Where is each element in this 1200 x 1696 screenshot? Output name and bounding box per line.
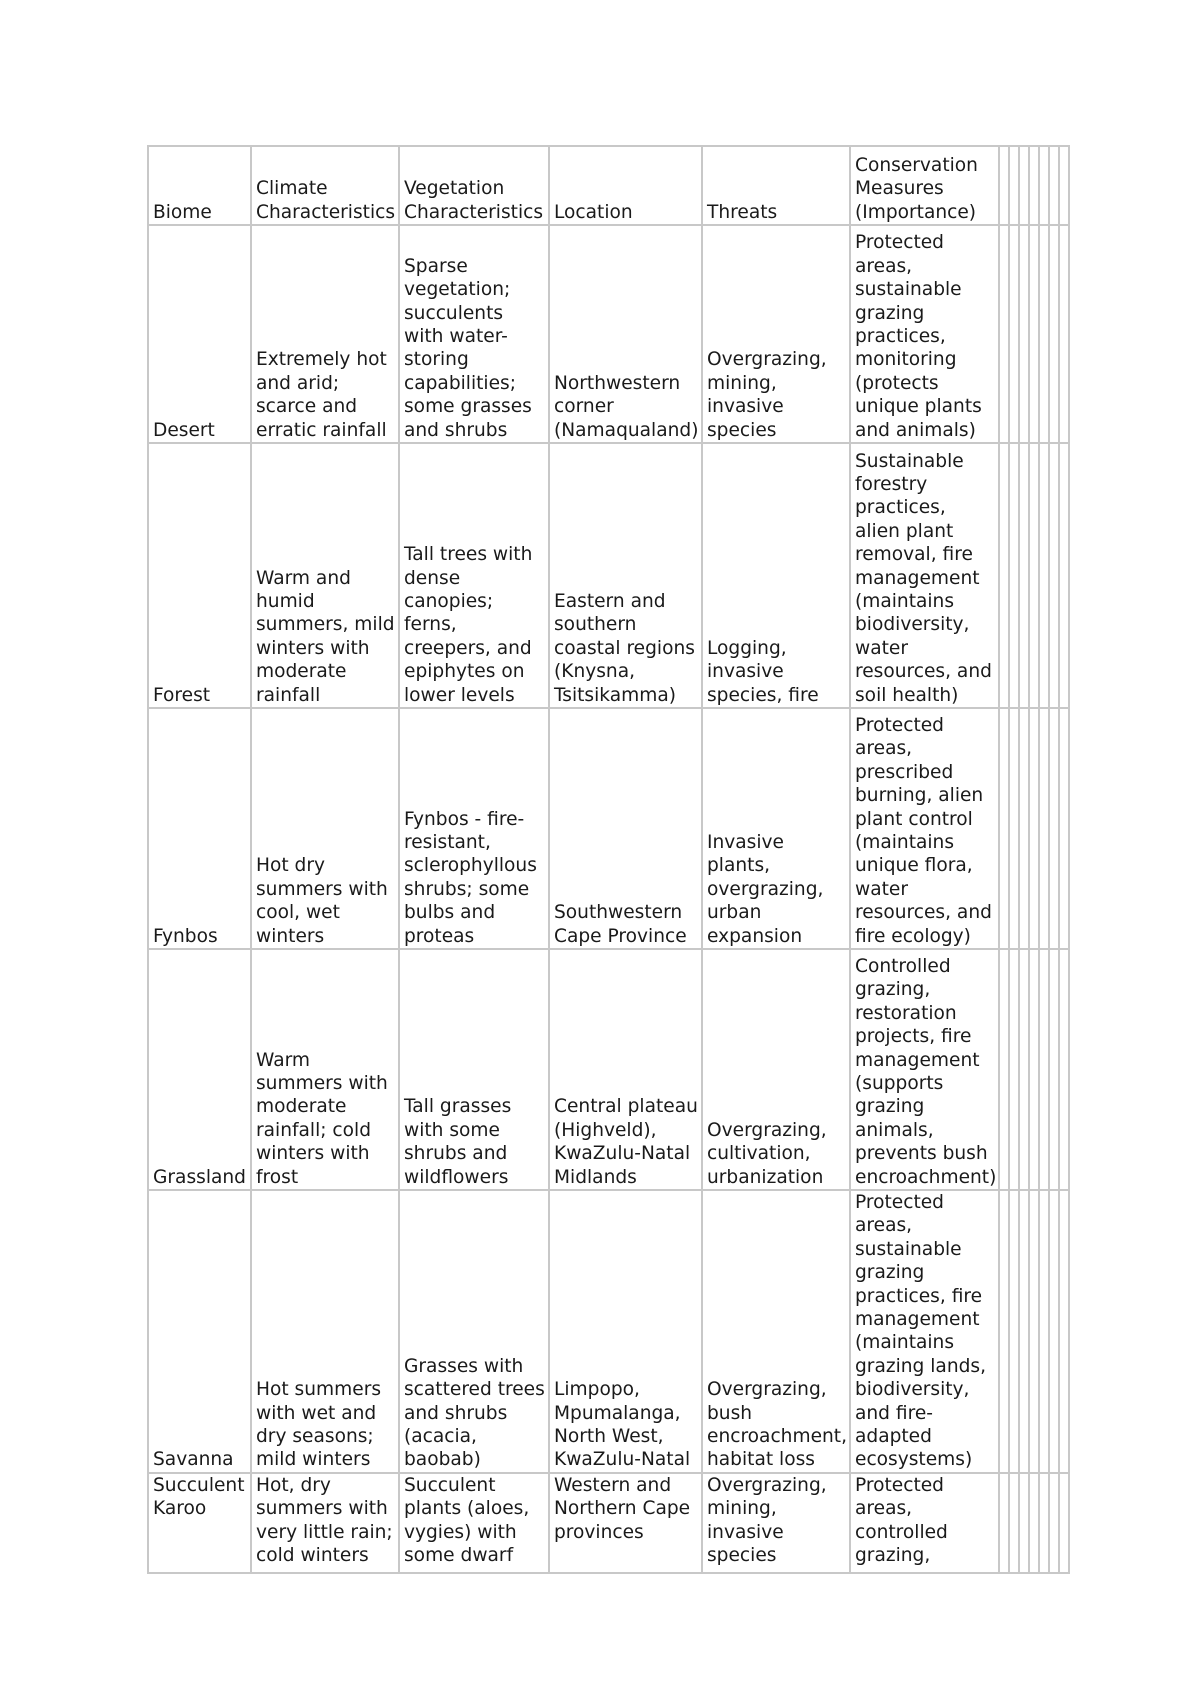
- empty-cell[interactable]: [1039, 1190, 1049, 1473]
- empty-cell[interactable]: [1019, 146, 1029, 225]
- empty-cell[interactable]: [1029, 225, 1039, 443]
- cell-vegetation[interactable]: Tall trees with dense canopies; ferns, creepers, and epiphytes on lower levels: [399, 443, 549, 708]
- empty-cell[interactable]: [1019, 443, 1029, 708]
- empty-cell[interactable]: [1009, 146, 1019, 225]
- cell-conservation[interactable]: Protected areas, sustainable grazing practices, monitoring (protects unique plants and animals): [850, 225, 999, 443]
- empty-cell[interactable]: [1019, 225, 1029, 443]
- empty-cell[interactable]: [1029, 443, 1039, 708]
- empty-cell[interactable]: [999, 1190, 1009, 1473]
- empty-cell[interactable]: [1029, 146, 1039, 225]
- cell-threats[interactable]: Invasive plants, overgrazing, urban expansion: [702, 708, 850, 949]
- empty-cell[interactable]: [1059, 225, 1069, 443]
- cell-threats[interactable]: Overgrazing, mining, invasive species: [702, 225, 850, 443]
- cell-threats[interactable]: Overgrazing, bush encroachment, habitat loss: [702, 1190, 850, 1473]
- empty-cell[interactable]: [1049, 1473, 1059, 1573]
- table-row: [148, 1190, 1069, 1473]
- cell-location[interactable]: Central plateau (Highveld), KwaZulu-Natal Midlands: [549, 949, 702, 1190]
- cell-vegetation[interactable]: Grasses with scattered trees and shrubs (acacia, baobab): [399, 1190, 549, 1473]
- header-conservation[interactable]: Conservation Measures (Importance): [850, 146, 999, 225]
- biome-table: [147, 145, 1070, 1574]
- header-climate[interactable]: Climate Characteristics: [251, 146, 399, 225]
- cell-conservation[interactable]: Protected areas, sustainable grazing practices, fire management (maintains grazing lands, biodiversity, and fire-adapted ecosystems): [850, 1190, 999, 1473]
- table-row: [148, 443, 1069, 708]
- empty-cell[interactable]: [1009, 1190, 1019, 1473]
- empty-cell[interactable]: [1039, 949, 1049, 1190]
- cell-vegetation[interactable]: Tall grasses with some shrubs and wildflowers: [399, 949, 549, 1190]
- empty-cell[interactable]: [1009, 708, 1019, 949]
- table-row: [148, 225, 1069, 443]
- cell-vegetation[interactable]: Succulent plants (aloes, vygies) with some dwarf: [399, 1473, 549, 1573]
- empty-cell[interactable]: [1009, 443, 1019, 708]
- empty-cell[interactable]: [999, 443, 1009, 708]
- empty-cell[interactable]: [1059, 708, 1069, 949]
- empty-cell[interactable]: [999, 1473, 1009, 1573]
- cell-conservation[interactable]: Protected areas, prescribed burning, alien plant control (maintains unique flora, water resources, and fire ecology): [850, 708, 999, 949]
- cell-location[interactable]: Eastern and southern coastal regions (Knysna, Tsitsikamma): [549, 443, 702, 708]
- cell-conservation[interactable]: Controlled grazing, restoration projects, fire management (supports grazing animals, prevents bush encroachment): [850, 949, 999, 1190]
- cell-location[interactable]: Northwestern corner (Namaqualand): [549, 225, 702, 443]
- cell-biome[interactable]: Fynbos: [148, 708, 251, 949]
- cell-biome[interactable]: Savanna: [148, 1190, 251, 1473]
- empty-cell[interactable]: [1029, 1473, 1039, 1573]
- cell-biome[interactable]: Desert: [148, 225, 251, 443]
- cell-conservation[interactable]: Protected areas, controlled grazing,: [850, 1473, 999, 1573]
- empty-cell[interactable]: [1029, 949, 1039, 1190]
- header-location[interactable]: Location: [549, 146, 702, 225]
- cell-climate[interactable]: Warm summers with moderate rainfall; cold winters with frost: [251, 949, 399, 1190]
- empty-cell[interactable]: [1059, 443, 1069, 708]
- empty-cell[interactable]: [1039, 1473, 1049, 1573]
- cell-threats[interactable]: Overgrazing, cultivation, urbanization: [702, 949, 850, 1190]
- cell-location[interactable]: Limpopo, Mpumalanga, North West, KwaZulu-Natal: [549, 1190, 702, 1473]
- empty-cell[interactable]: [1059, 1190, 1069, 1473]
- empty-cell[interactable]: [999, 949, 1009, 1190]
- empty-cell[interactable]: [1019, 708, 1029, 949]
- empty-cell[interactable]: [999, 146, 1009, 225]
- empty-cell[interactable]: [1059, 1473, 1069, 1573]
- empty-cell[interactable]: [1039, 146, 1049, 225]
- cell-climate[interactable]: Extremely hot and arid; scarce and erratic rainfall: [251, 225, 399, 443]
- empty-cell[interactable]: [1039, 708, 1049, 949]
- empty-cell[interactable]: [1059, 949, 1069, 1190]
- empty-cell[interactable]: [1059, 146, 1069, 225]
- empty-cell[interactable]: [1009, 225, 1019, 443]
- cell-location[interactable]: Southwestern Cape Province: [549, 708, 702, 949]
- table-row: [148, 708, 1069, 949]
- empty-cell[interactable]: [1009, 949, 1019, 1190]
- empty-cell[interactable]: [999, 225, 1009, 443]
- empty-cell[interactable]: [1049, 708, 1059, 949]
- empty-cell[interactable]: [1049, 1190, 1059, 1473]
- header-threats[interactable]: Threats: [702, 146, 850, 225]
- empty-cell[interactable]: [1019, 1473, 1029, 1573]
- table-row: [148, 1473, 1069, 1573]
- empty-cell[interactable]: [1049, 146, 1059, 225]
- header-vegetation[interactable]: Vegetation Characteristics: [399, 146, 549, 225]
- cell-vegetation[interactable]: Fynbos - fire-resistant, sclerophyllous shrubs; some bulbs and proteas: [399, 708, 549, 949]
- empty-cell[interactable]: [1049, 949, 1059, 1190]
- cell-climate[interactable]: Warm and humid summers, mild winters with moderate rainfall: [251, 443, 399, 708]
- cell-biome[interactable]: Forest: [148, 443, 251, 708]
- cell-vegetation[interactable]: Sparse vegetation; succulents with water-storing capabilities; some grasses and shrubs: [399, 225, 549, 443]
- empty-cell[interactable]: [1009, 1473, 1019, 1573]
- empty-cell[interactable]: [999, 708, 1009, 949]
- cell-climate[interactable]: Hot dry summers with cool, wet winters: [251, 708, 399, 949]
- empty-cell[interactable]: [1049, 443, 1059, 708]
- header-row: [148, 146, 1069, 225]
- cell-threats[interactable]: Logging, invasive species, fire: [702, 443, 850, 708]
- cell-threats[interactable]: Overgrazing, mining, invasive species: [702, 1473, 850, 1573]
- empty-cell[interactable]: [1039, 443, 1049, 708]
- cell-biome[interactable]: Succulent Karoo: [148, 1473, 251, 1573]
- empty-cell[interactable]: [1019, 1190, 1029, 1473]
- cell-climate[interactable]: Hot, dry summers with very little rain; cold winters: [251, 1473, 399, 1573]
- table-row: [148, 949, 1069, 1190]
- empty-cell[interactable]: [1029, 1190, 1039, 1473]
- cell-biome[interactable]: Grassland: [148, 949, 251, 1190]
- empty-cell[interactable]: [1039, 225, 1049, 443]
- header-biome[interactable]: Biome: [148, 146, 251, 225]
- cell-conservation[interactable]: Sustainable forestry practices, alien plant removal, fire management (maintains biodiversity, water resources, and soil health): [850, 443, 999, 708]
- empty-cell[interactable]: [1049, 225, 1059, 443]
- cell-climate[interactable]: Hot summers with wet and dry seasons; mild winters: [251, 1190, 399, 1473]
- empty-cell[interactable]: [1029, 708, 1039, 949]
- empty-cell[interactable]: [1019, 949, 1029, 1190]
- cell-location[interactable]: Western and Northern Cape provinces: [549, 1473, 702, 1573]
